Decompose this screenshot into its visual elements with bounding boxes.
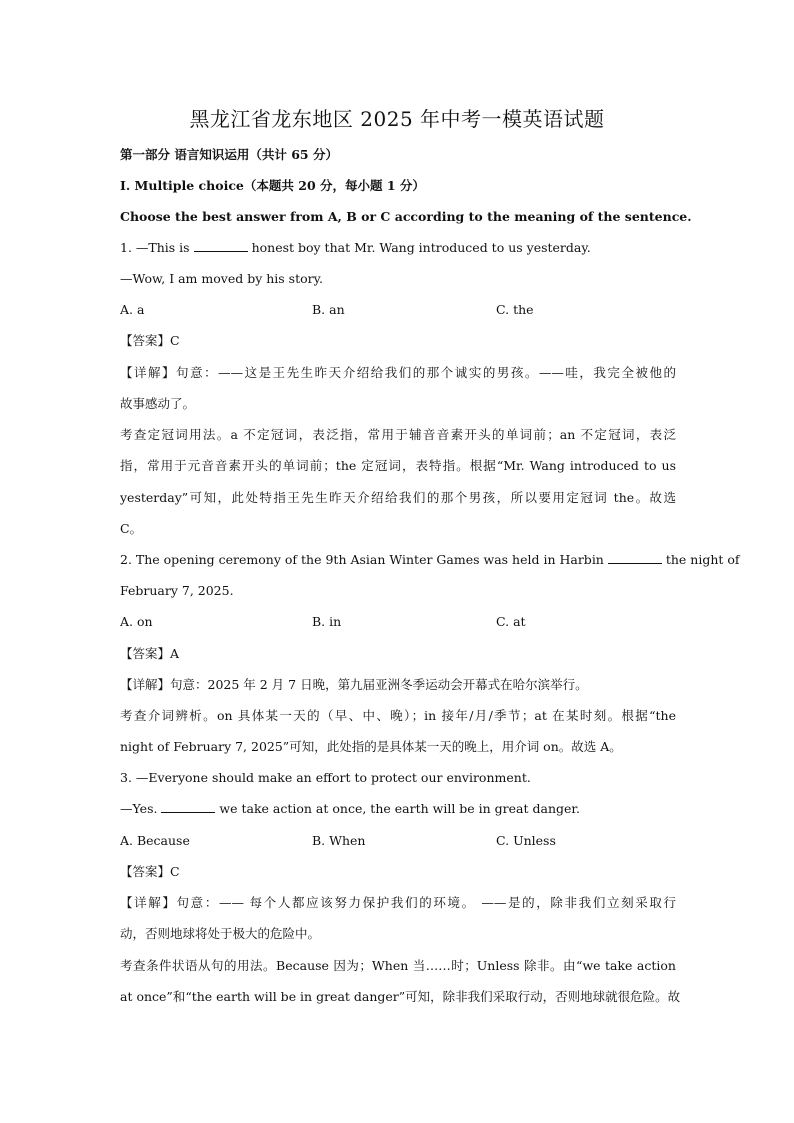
part-heading: 第一部分 语言知识运用（共计 65 分） bbox=[120, 147, 338, 162]
question-3-detail: 【详解】句意：—— 每个人都应该努力保护我们的环境。 ——是的，除非我们立刻采取行 bbox=[120, 895, 676, 910]
question-1-detail-cont: 故事感动了。 bbox=[120, 396, 196, 411]
question-1-analysis: 考查定冠词用法。a 不定冠词，表泛指，常用于辅音音素开头的单词前；an 不定冠词，表泛 bbox=[120, 427, 676, 442]
answer-blank bbox=[608, 551, 662, 564]
question-3-answer: 【答案】C bbox=[120, 864, 180, 879]
option-b: B. When bbox=[312, 833, 366, 848]
question-2-analysis: 考查介词辨析。on 具体某一天的（早、中、晚）；in 接年/月/季节；at 在某时刻。根据“the bbox=[120, 708, 676, 723]
question-3-detail-cont: 动，否则地球将处于极大的危险中。 bbox=[120, 926, 321, 941]
option-a: A. on bbox=[120, 614, 153, 629]
question-1-reply: —Wow, I am moved by his story. bbox=[120, 271, 323, 286]
question-2-answer: 【答案】A bbox=[120, 646, 180, 661]
question-3-analysis: 考查条件状语从句的用法。Because 因为；When 当……时；Unless 除非。由“we take action bbox=[120, 958, 676, 973]
option-a: A. a bbox=[120, 302, 145, 317]
section-heading: Ⅰ. Multiple choice（本题共 20 分，每小题 1 分） bbox=[120, 178, 425, 193]
question-1-detail: 【详解】句意：——这是王先生昨天介绍给我们的那个诚实的男孩。——哇，我完全被他的 bbox=[120, 365, 676, 380]
question-2-stem-cont: February 7, 2025. bbox=[120, 583, 234, 598]
option-c: C. at bbox=[496, 614, 526, 629]
question-1-analysis: yesterday”可知，此处特指王先生昨天介绍给我们的那个男孩，所以要用定冠词 the。故选 bbox=[120, 490, 676, 505]
question-1-analysis: C。 bbox=[120, 521, 143, 536]
question-2-analysis: night of February 7, 2025”可知，此处指的是具体某一天的晚上，用介词 on。故选 A。 bbox=[120, 739, 622, 754]
answer-blank bbox=[161, 800, 215, 813]
option-b: B. in bbox=[312, 614, 342, 629]
question-1-stem: 1. —This is honest boy that Mr. Wang introduced to us yesterday. bbox=[120, 240, 591, 255]
option-c: C. the bbox=[496, 302, 534, 317]
question-1-analysis: 指，常用于元音音素开头的单词前；the 定冠词，表特指。根据“Mr. Wang introduced to us bbox=[120, 458, 676, 473]
question-3-stem: 3. —Everyone should make an effort to protect our environment. bbox=[120, 770, 531, 785]
option-b: B. an bbox=[312, 302, 345, 317]
question-3-analysis: at once”和“the earth will be in great danger”可知，除非我们采取行动，否则地球就很危险。故 bbox=[120, 989, 681, 1004]
question-2-detail: 【详解】句意：2025 年 2 月 7 日晚，第九届亚洲冬季运动会开幕式在哈尔滨举行。 bbox=[120, 677, 588, 692]
question-2-stem: 2. The opening ceremony of the 9th Asian Winter Games was held in Harbin the night of bbox=[120, 552, 740, 567]
question-1-answer: 【答案】C bbox=[120, 333, 180, 348]
instruction-text: Choose the best answer from A, B or C according to the meaning of the sentence. bbox=[120, 209, 692, 224]
option-c: C. Unless bbox=[496, 833, 556, 848]
page-title: 黑龙江省龙东地区 2025 年中考一模英语试题 bbox=[189, 107, 605, 131]
question-3-reply: —Yes. we take action at once, the earth will be in great danger. bbox=[120, 801, 580, 816]
answer-blank bbox=[194, 239, 248, 252]
option-a: A. Because bbox=[120, 833, 190, 848]
